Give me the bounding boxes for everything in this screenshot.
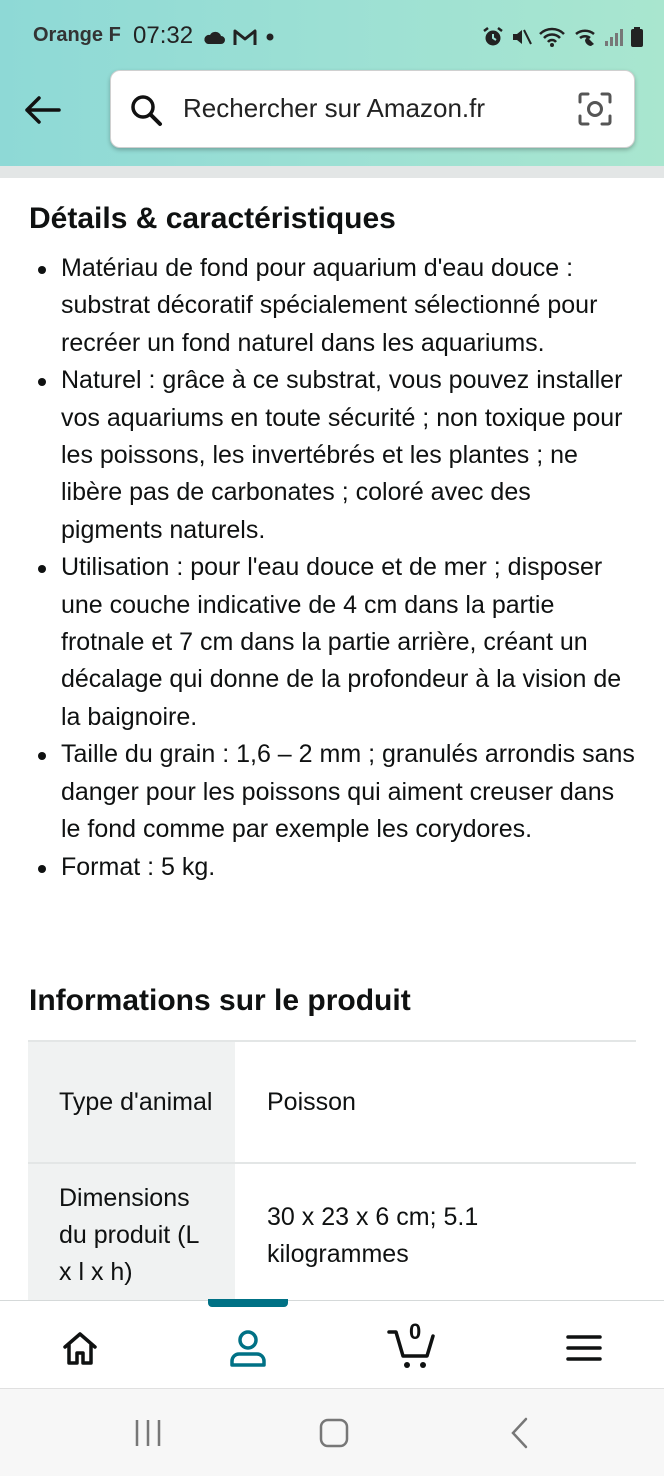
feature-bullet-list <box>28 250 638 886</box>
bullet-dot <box>38 565 46 573</box>
list-item <box>28 250 638 362</box>
table-key: Dimensions du produit (L x l x h) <box>28 1163 235 1300</box>
nav-cart-button[interactable] <box>382 1319 446 1373</box>
table-row <box>28 1163 636 1300</box>
product-info-table <box>28 1040 636 1300</box>
mute-icon <box>510 26 532 48</box>
cart-count-badge: 0 <box>409 1319 422 1344</box>
back-button[interactable] <box>20 92 64 128</box>
table-value: 30 x 23 x 6 cm; 5.1 kilogrammes <box>235 1163 636 1300</box>
battery-icon <box>630 26 644 48</box>
list-item-text: Format : 5 kg. <box>61 852 216 881</box>
carrier-label: Orange F <box>33 24 121 46</box>
list-item <box>28 849 638 886</box>
clock: 07:32 <box>133 22 194 49</box>
nav-menu-button[interactable] <box>552 1323 616 1373</box>
table-key: Type d'animal <box>28 1041 235 1163</box>
arrow-left-icon <box>23 95 61 125</box>
recent-apps-button[interactable] <box>118 1413 178 1453</box>
bullet-dot <box>38 865 46 873</box>
list-item <box>28 549 638 736</box>
list-item <box>28 736 638 848</box>
list-item <box>28 362 638 549</box>
home-gesture-button[interactable] <box>304 1413 364 1453</box>
list-item-text: Naturel : grâce à ce substrat, vous pouvez installer vos aquariums en toute sécurité ; non toxique pour les poissons, les invertébrés et les plantes ; ne libère pas de carbonates ; coloré avec des pigments naturels. <box>61 366 623 544</box>
product-info-heading: Informations sur le produit <box>29 984 411 1017</box>
table-value: Poisson <box>235 1041 636 1163</box>
notification-icons <box>203 26 275 48</box>
wifi-calling-icon <box>572 26 598 48</box>
bullet-dot <box>38 378 46 386</box>
home-icon <box>61 1330 99 1366</box>
nav-profile-button[interactable] <box>216 1323 280 1373</box>
bullet-dot <box>38 266 46 274</box>
header-divider <box>0 166 664 178</box>
system-icons <box>482 24 644 50</box>
camera-search-icon[interactable] <box>577 91 613 127</box>
person-icon <box>228 1329 268 1367</box>
system-back-button[interactable] <box>490 1413 550 1453</box>
square-home-icon <box>319 1418 349 1448</box>
details-heading: Détails & caractéristiques <box>29 202 396 235</box>
product-details-content <box>0 178 664 1300</box>
cloud-icon <box>203 30 225 44</box>
search-icon <box>129 93 163 127</box>
list-item-text: Utilisation : pour l'eau douce et de mer ; disposer une couche indicative de 4 cm dans la partie frotnale et 7 cm dans la partie arrière, créant un décalage qui donne de la profondeur à la vision de la baignoire. <box>61 553 622 731</box>
wifi-icon <box>538 26 566 48</box>
recent-apps-icon <box>133 1418 163 1448</box>
app-header <box>0 0 664 166</box>
list-item-text: Taille du grain : 1,6 – 2 mm ; granulés arrondis sans danger pour les poissons qui aiment creuser dans le fond comme par exemple les corydores. <box>61 740 635 844</box>
bullet-dot <box>38 752 46 760</box>
active-tab-indicator <box>208 1299 288 1307</box>
search-placeholder: Rechercher sur Amazon.fr <box>183 93 486 123</box>
chevron-left-icon <box>508 1417 532 1449</box>
search-input[interactable] <box>110 70 635 148</box>
list-item-text: Matériau de fond pour aquarium d'eau douce : substrat décoratif spécialement sélectionné pour recréer un fond naturel dans les aquariums. <box>61 254 598 357</box>
alarm-icon <box>482 26 504 48</box>
gmail-icon <box>233 28 257 46</box>
bottom-navigation <box>0 1300 664 1388</box>
dot-icon <box>265 32 275 42</box>
system-navigation-bar <box>0 1388 664 1476</box>
table-row <box>28 1041 636 1163</box>
hamburger-menu-icon <box>566 1334 602 1362</box>
nav-home-button[interactable] <box>48 1323 112 1373</box>
status-bar <box>0 0 664 72</box>
signal-icon <box>604 27 624 47</box>
